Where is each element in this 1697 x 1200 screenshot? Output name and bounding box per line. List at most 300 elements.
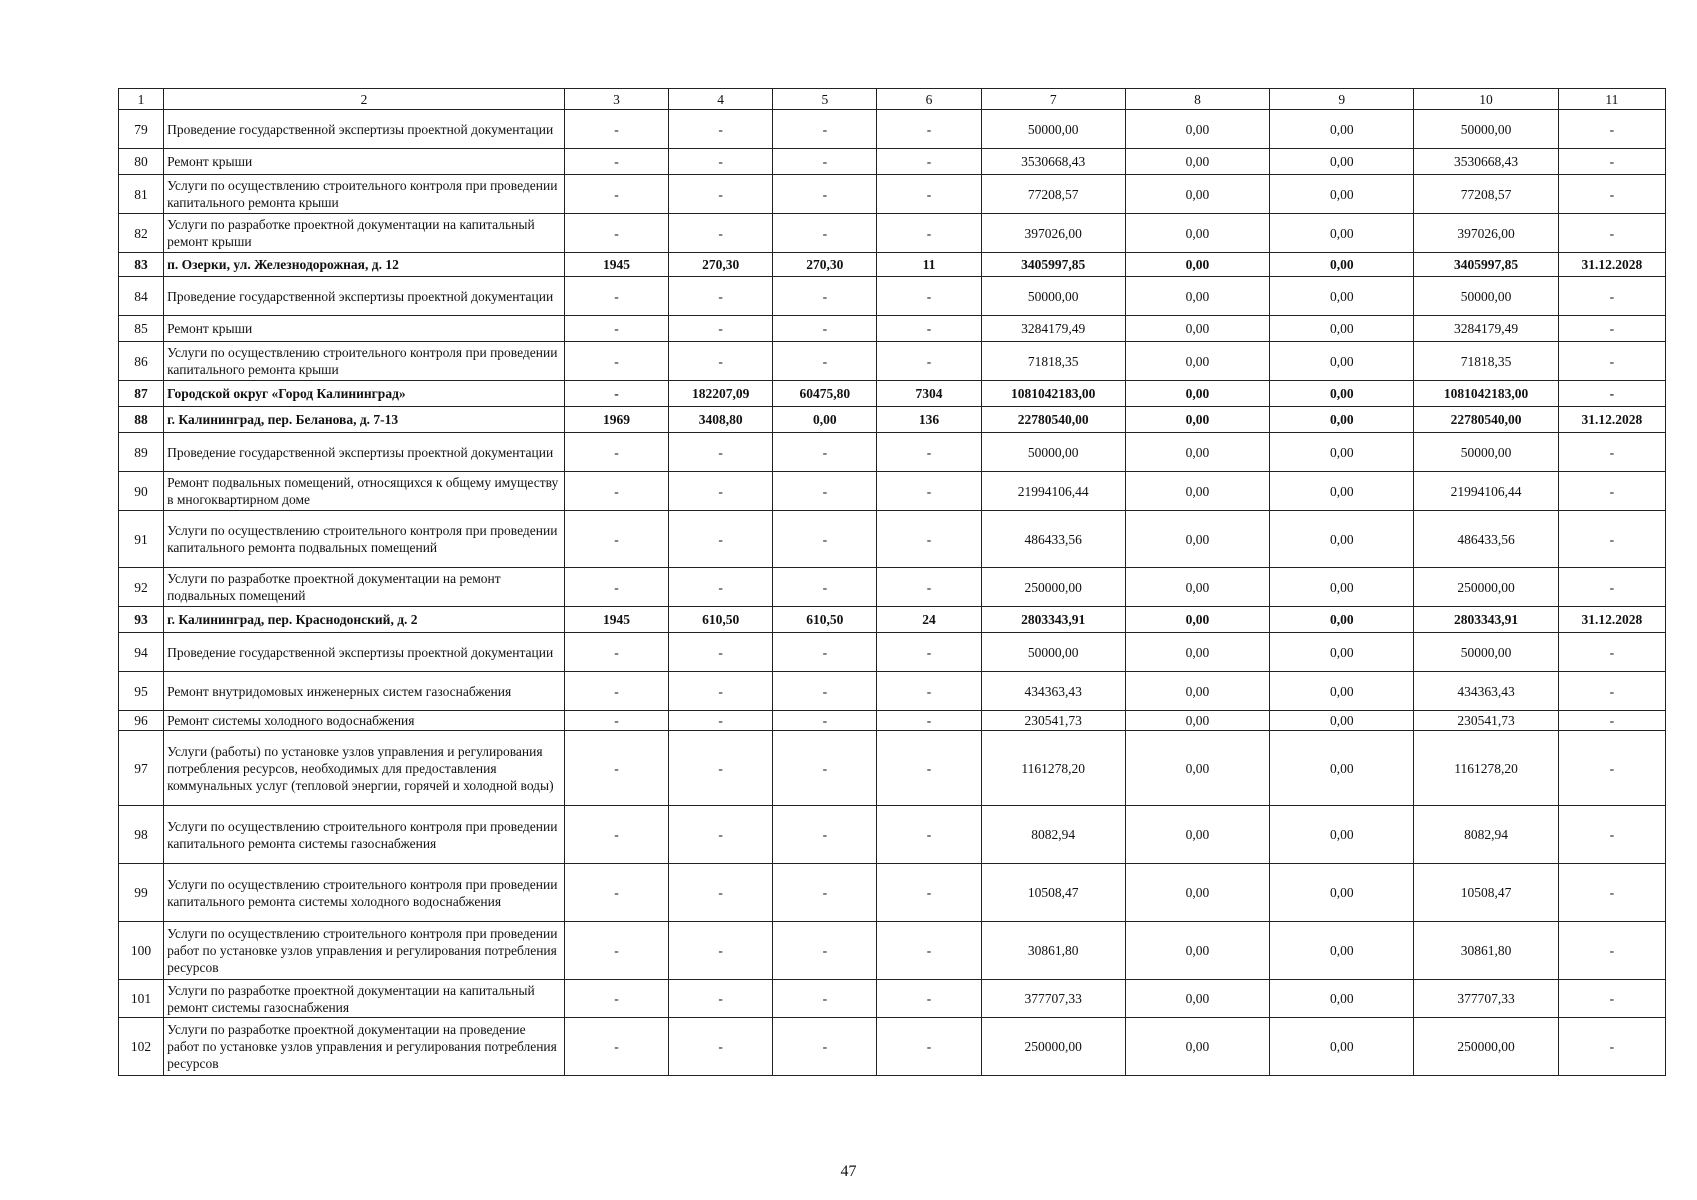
value-cell: - — [877, 806, 981, 864]
value-cell: 3408,80 — [669, 407, 773, 433]
value-cell: 77208,57 — [981, 175, 1125, 214]
description-cell: Ремонт крыши — [164, 149, 565, 175]
row-number-cell: 90 — [119, 472, 164, 511]
value-cell: - — [877, 731, 981, 806]
value-cell: 50000,00 — [1414, 433, 1558, 472]
header-cell: 4 — [669, 89, 773, 110]
value-cell: 0,00 — [1270, 277, 1414, 316]
value-cell: - — [1558, 214, 1665, 253]
value-cell: - — [669, 1018, 773, 1076]
description-cell: Услуги по разработке проектной документации на капитальный ремонт системы газоснабжения — [164, 980, 565, 1018]
value-cell: 50000,00 — [981, 633, 1125, 672]
value-cell: - — [1558, 672, 1665, 711]
value-cell: - — [564, 711, 668, 731]
table-row — [119, 472, 1666, 511]
value-cell: - — [564, 110, 668, 149]
value-cell: 31.12.2028 — [1558, 607, 1665, 633]
value-cell: - — [669, 342, 773, 381]
row-number-cell: 86 — [119, 342, 164, 381]
value-cell: 0,00 — [1125, 711, 1269, 731]
value-cell: 230541,73 — [1414, 711, 1558, 731]
value-cell: - — [1558, 633, 1665, 672]
value-cell: - — [773, 472, 877, 511]
description-cell: Услуги по осуществлению строительного контроля при проведении капитального ремонта крыши — [164, 342, 565, 381]
table-row — [119, 511, 1666, 568]
value-cell: - — [669, 731, 773, 806]
value-cell: 0,00 — [1270, 568, 1414, 607]
value-cell: - — [1558, 731, 1665, 806]
value-cell: - — [564, 149, 668, 175]
value-cell: 0,00 — [1270, 433, 1414, 472]
row-number-cell: 89 — [119, 433, 164, 472]
value-cell: - — [877, 277, 981, 316]
value-cell: 0,00 — [773, 407, 877, 433]
value-cell: 0,00 — [1270, 472, 1414, 511]
value-cell: 0,00 — [1125, 149, 1269, 175]
value-cell: - — [564, 980, 668, 1018]
description-cell: Услуги (работы) по установке узлов управления и регулирования потребления ресурсов, необходимых для предоставления коммунальных услуг (тепловой энергии, горячей и холодной воды) — [164, 731, 565, 806]
value-cell: - — [1558, 342, 1665, 381]
value-cell: - — [773, 731, 877, 806]
value-cell: 3530668,43 — [981, 149, 1125, 175]
row-number-cell: 80 — [119, 149, 164, 175]
value-cell: 7304 — [877, 381, 981, 407]
row-number-cell: 99 — [119, 864, 164, 922]
row-number-cell: 98 — [119, 806, 164, 864]
value-cell: 0,00 — [1270, 511, 1414, 568]
value-cell: - — [564, 568, 668, 607]
value-cell: - — [877, 980, 981, 1018]
value-cell: - — [669, 568, 773, 607]
value-cell: 22780540,00 — [1414, 407, 1558, 433]
value-cell: - — [669, 277, 773, 316]
description-cell: Проведение государственной экспертизы проектной документации — [164, 433, 565, 472]
description-cell: Услуги по осуществлению строительного контроля при проведении работ по установке узлов управления и регулирования потребления ресурсов — [164, 922, 565, 980]
description-cell: Проведение государственной экспертизы проектной документации — [164, 277, 565, 316]
value-cell: - — [877, 316, 981, 342]
header-cell: 1 — [119, 89, 164, 110]
value-cell: 0,00 — [1270, 342, 1414, 381]
value-cell: - — [564, 433, 668, 472]
value-cell: - — [564, 922, 668, 980]
row-number-cell: 85 — [119, 316, 164, 342]
value-cell: 0,00 — [1270, 711, 1414, 731]
value-cell: - — [773, 277, 877, 316]
table-row — [119, 110, 1666, 149]
value-cell: 0,00 — [1125, 568, 1269, 607]
table-row — [119, 214, 1666, 253]
value-cell: 2803343,91 — [1414, 607, 1558, 633]
description-cell: Услуги по осуществлению строительного контроля при проведении капитального ремонта крыши — [164, 175, 565, 214]
value-cell: 8082,94 — [1414, 806, 1558, 864]
value-cell: 0,00 — [1125, 472, 1269, 511]
description-cell: Услуги по осуществлению строительного контроля при проведении капитального ремонта системы газоснабжения — [164, 806, 565, 864]
header-cell: 5 — [773, 89, 877, 110]
value-cell: 0,00 — [1125, 433, 1269, 472]
table-row — [119, 381, 1666, 407]
value-cell: 377707,33 — [981, 980, 1125, 1018]
value-cell: - — [1558, 381, 1665, 407]
value-cell: 31.12.2028 — [1558, 407, 1665, 433]
value-cell: - — [564, 175, 668, 214]
value-cell: - — [669, 806, 773, 864]
value-cell: 60475,80 — [773, 381, 877, 407]
value-cell: 250000,00 — [1414, 1018, 1558, 1076]
value-cell: 250000,00 — [981, 568, 1125, 607]
value-cell: - — [1558, 864, 1665, 922]
value-cell: 50000,00 — [1414, 110, 1558, 149]
value-cell: 1161278,20 — [1414, 731, 1558, 806]
row-number-cell: 79 — [119, 110, 164, 149]
value-cell: 0,00 — [1270, 110, 1414, 149]
header-cell: 6 — [877, 89, 981, 110]
value-cell: - — [564, 806, 668, 864]
value-cell: - — [773, 568, 877, 607]
value-cell: 10508,47 — [1414, 864, 1558, 922]
value-cell: - — [669, 711, 773, 731]
description-cell: г. Калининград, пер. Беланова, д. 7-13 — [164, 407, 565, 433]
value-cell: - — [877, 472, 981, 511]
value-cell: 0,00 — [1125, 980, 1269, 1018]
description-cell: Услуги по осуществлению строительного контроля при проведении капитального ремонта подвальных помещений — [164, 511, 565, 568]
description-cell: Проведение государственной экспертизы проектной документации — [164, 110, 565, 149]
value-cell: 0,00 — [1270, 731, 1414, 806]
value-cell: 50000,00 — [981, 433, 1125, 472]
description-cell: Услуги по разработке проектной документации на капитальный ремонт крыши — [164, 214, 565, 253]
value-cell: 0,00 — [1270, 407, 1414, 433]
value-cell: - — [1558, 511, 1665, 568]
value-cell: 1969 — [564, 407, 668, 433]
value-cell: 0,00 — [1270, 253, 1414, 277]
row-number-cell: 82 — [119, 214, 164, 253]
value-cell: - — [1558, 711, 1665, 731]
value-cell: 0,00 — [1125, 407, 1269, 433]
value-cell: - — [877, 110, 981, 149]
value-cell: 0,00 — [1125, 381, 1269, 407]
row-number-cell: 96 — [119, 711, 164, 731]
value-cell: 0,00 — [1125, 672, 1269, 711]
value-cell: 0,00 — [1270, 1018, 1414, 1076]
value-cell: 11 — [877, 253, 981, 277]
value-cell: - — [773, 922, 877, 980]
value-cell: - — [564, 731, 668, 806]
value-cell: 71818,35 — [981, 342, 1125, 381]
row-number-cell: 88 — [119, 407, 164, 433]
description-cell: г. Калининград, пер. Краснодонский, д. 2 — [164, 607, 565, 633]
value-cell: - — [669, 110, 773, 149]
value-cell: 397026,00 — [1414, 214, 1558, 253]
value-cell: - — [1558, 922, 1665, 980]
value-cell: - — [564, 1018, 668, 1076]
value-cell: 0,00 — [1270, 806, 1414, 864]
value-cell: - — [1558, 472, 1665, 511]
value-cell: - — [877, 711, 981, 731]
value-cell: 486433,56 — [1414, 511, 1558, 568]
table-row — [119, 407, 1666, 433]
row-number-cell: 91 — [119, 511, 164, 568]
value-cell: - — [564, 472, 668, 511]
value-cell: - — [877, 672, 981, 711]
value-cell: 10508,47 — [981, 864, 1125, 922]
row-number-cell: 97 — [119, 731, 164, 806]
value-cell: 136 — [877, 407, 981, 433]
value-cell: 22780540,00 — [981, 407, 1125, 433]
value-cell: - — [1558, 806, 1665, 864]
value-cell: 0,00 — [1125, 511, 1269, 568]
header-cell: 9 — [1270, 89, 1414, 110]
table-body — [119, 89, 1666, 1076]
value-cell: 50000,00 — [1414, 277, 1558, 316]
value-cell: 1081042183,00 — [981, 381, 1125, 407]
description-cell: Проведение государственной экспертизы проектной документации — [164, 633, 565, 672]
value-cell: 0,00 — [1270, 980, 1414, 1018]
value-cell: - — [669, 633, 773, 672]
description-cell: Ремонт подвальных помещений, относящихся к общему имуществу в многоквартирном доме — [164, 472, 565, 511]
value-cell: 0,00 — [1125, 175, 1269, 214]
table-row — [119, 568, 1666, 607]
value-cell: - — [669, 511, 773, 568]
table-header-row — [119, 89, 1666, 110]
row-number-cell: 87 — [119, 381, 164, 407]
description-cell: Услуги по разработке проектной документации на ремонт подвальных помещений — [164, 568, 565, 607]
value-cell: - — [773, 511, 877, 568]
value-cell: 0,00 — [1270, 633, 1414, 672]
header-cell: 2 — [164, 89, 565, 110]
value-cell: 3284179,49 — [981, 316, 1125, 342]
table-row — [119, 1018, 1666, 1076]
value-cell: - — [773, 672, 877, 711]
value-cell: - — [1558, 175, 1665, 214]
value-cell: 0,00 — [1125, 342, 1269, 381]
value-cell: - — [877, 633, 981, 672]
table-row — [119, 980, 1666, 1018]
value-cell: - — [1558, 277, 1665, 316]
value-cell: 610,50 — [669, 607, 773, 633]
value-cell: 0,00 — [1270, 922, 1414, 980]
description-cell: Ремонт внутридомовых инженерных систем газоснабжения — [164, 672, 565, 711]
value-cell: - — [773, 433, 877, 472]
value-cell: - — [773, 806, 877, 864]
table-row — [119, 342, 1666, 381]
table-row — [119, 731, 1666, 806]
value-cell: 30861,80 — [1414, 922, 1558, 980]
table-row — [119, 175, 1666, 214]
table-row — [119, 253, 1666, 277]
table-row — [119, 607, 1666, 633]
value-cell: - — [877, 342, 981, 381]
value-cell: 250000,00 — [1414, 568, 1558, 607]
header-cell: 11 — [1558, 89, 1665, 110]
value-cell: 0,00 — [1125, 253, 1269, 277]
value-cell: 50000,00 — [1414, 633, 1558, 672]
row-number-cell: 93 — [119, 607, 164, 633]
value-cell: - — [1558, 316, 1665, 342]
value-cell: 0,00 — [1270, 864, 1414, 922]
description-cell: Городской округ «Город Калининград» — [164, 381, 565, 407]
value-cell: 0,00 — [1125, 922, 1269, 980]
value-cell: - — [564, 277, 668, 316]
value-cell: - — [773, 633, 877, 672]
table-row — [119, 672, 1666, 711]
value-cell: - — [669, 672, 773, 711]
value-cell: - — [669, 175, 773, 214]
value-cell: 0,00 — [1125, 1018, 1269, 1076]
table-row — [119, 806, 1666, 864]
value-cell: 182207,09 — [669, 381, 773, 407]
value-cell: 0,00 — [1125, 864, 1269, 922]
table-row — [119, 864, 1666, 922]
value-cell: - — [877, 568, 981, 607]
value-cell: - — [564, 864, 668, 922]
value-cell: - — [877, 214, 981, 253]
value-cell: - — [773, 149, 877, 175]
row-number-cell: 92 — [119, 568, 164, 607]
value-cell: 30861,80 — [981, 922, 1125, 980]
table-row — [119, 633, 1666, 672]
value-cell: - — [1558, 568, 1665, 607]
table-row — [119, 316, 1666, 342]
value-cell: 0,00 — [1270, 607, 1414, 633]
value-cell: - — [877, 149, 981, 175]
value-cell: 434363,43 — [981, 672, 1125, 711]
value-cell: 0,00 — [1270, 214, 1414, 253]
value-cell: - — [669, 922, 773, 980]
table-row — [119, 922, 1666, 980]
value-cell: 0,00 — [1125, 607, 1269, 633]
value-cell: - — [564, 214, 668, 253]
value-cell: - — [773, 342, 877, 381]
value-cell: 0,00 — [1125, 214, 1269, 253]
row-number-cell: 102 — [119, 1018, 164, 1076]
table-row — [119, 277, 1666, 316]
value-cell: 434363,43 — [1414, 672, 1558, 711]
value-cell: 0,00 — [1125, 277, 1269, 316]
value-cell: - — [564, 511, 668, 568]
value-cell: 1081042183,00 — [1414, 381, 1558, 407]
page-number: 47 — [840, 1163, 857, 1180]
value-cell: 31.12.2028 — [1558, 253, 1665, 277]
value-cell: - — [877, 864, 981, 922]
value-cell: 50000,00 — [981, 110, 1125, 149]
value-cell: 610,50 — [773, 607, 877, 633]
row-number-cell: 100 — [119, 922, 164, 980]
row-number-cell: 81 — [119, 175, 164, 214]
value-cell: 24 — [877, 607, 981, 633]
value-cell: 3284179,49 — [1414, 316, 1558, 342]
value-cell: 270,30 — [773, 253, 877, 277]
value-cell: 486433,56 — [981, 511, 1125, 568]
value-cell: 50000,00 — [981, 277, 1125, 316]
value-cell: - — [669, 864, 773, 922]
value-cell: 3405997,85 — [1414, 253, 1558, 277]
value-cell: - — [773, 214, 877, 253]
value-cell: 1161278,20 — [981, 731, 1125, 806]
value-cell: - — [773, 864, 877, 922]
value-cell: - — [669, 472, 773, 511]
description-cell: Услуги по разработке проектной документации на проведение работ по установке узлов управления и регулирования потребления ресурсов — [164, 1018, 565, 1076]
value-cell: 8082,94 — [981, 806, 1125, 864]
row-number-cell: 101 — [119, 980, 164, 1018]
value-cell: - — [564, 633, 668, 672]
value-cell: 77208,57 — [1414, 175, 1558, 214]
value-cell: 3530668,43 — [1414, 149, 1558, 175]
value-cell: 1945 — [564, 253, 668, 277]
value-cell: - — [564, 381, 668, 407]
value-cell: - — [669, 214, 773, 253]
value-cell: 250000,00 — [981, 1018, 1125, 1076]
description-cell: п. Озерки, ул. Железнодорожная, д. 12 — [164, 253, 565, 277]
value-cell: - — [877, 922, 981, 980]
table-row — [119, 149, 1666, 175]
value-cell: - — [1558, 110, 1665, 149]
header-cell: 8 — [1125, 89, 1269, 110]
value-cell: - — [877, 433, 981, 472]
value-cell: 21994106,44 — [1414, 472, 1558, 511]
value-cell: 0,00 — [1125, 110, 1269, 149]
value-cell: 71818,35 — [1414, 342, 1558, 381]
description-cell: Услуги по осуществлению строительного контроля при проведении капитального ремонта системы холодного водоснабжения — [164, 864, 565, 922]
value-cell: 0,00 — [1125, 316, 1269, 342]
value-cell: - — [773, 980, 877, 1018]
row-number-cell: 83 — [119, 253, 164, 277]
value-cell: - — [669, 149, 773, 175]
value-cell: - — [1558, 433, 1665, 472]
value-cell: - — [669, 316, 773, 342]
value-cell: 397026,00 — [981, 214, 1125, 253]
value-cell: - — [877, 1018, 981, 1076]
value-cell: 270,30 — [669, 253, 773, 277]
value-cell: 3405997,85 — [981, 253, 1125, 277]
description-cell: Ремонт крыши — [164, 316, 565, 342]
value-cell: 0,00 — [1270, 672, 1414, 711]
value-cell: 0,00 — [1270, 316, 1414, 342]
row-number-cell: 95 — [119, 672, 164, 711]
value-cell: - — [564, 316, 668, 342]
description-cell: Ремонт системы холодного водоснабжения — [164, 711, 565, 731]
value-cell: 0,00 — [1125, 731, 1269, 806]
value-cell: - — [1558, 149, 1665, 175]
value-cell: 2803343,91 — [981, 607, 1125, 633]
value-cell: - — [669, 980, 773, 1018]
header-cell: 10 — [1414, 89, 1558, 110]
value-cell: - — [877, 511, 981, 568]
value-cell: - — [773, 175, 877, 214]
value-cell: - — [773, 1018, 877, 1076]
row-number-cell: 94 — [119, 633, 164, 672]
value-cell: - — [564, 342, 668, 381]
value-cell: - — [669, 433, 773, 472]
table-row — [119, 433, 1666, 472]
value-cell: - — [1558, 980, 1665, 1018]
value-cell: - — [773, 316, 877, 342]
value-cell: - — [564, 672, 668, 711]
value-cell: - — [877, 175, 981, 214]
row-number-cell: 84 — [119, 277, 164, 316]
data-table — [118, 88, 1666, 1076]
value-cell: 21994106,44 — [981, 472, 1125, 511]
value-cell: 0,00 — [1270, 149, 1414, 175]
value-cell: 1945 — [564, 607, 668, 633]
header-cell: 3 — [564, 89, 668, 110]
value-cell: - — [1558, 1018, 1665, 1076]
header-cell: 7 — [981, 89, 1125, 110]
value-cell: 377707,33 — [1414, 980, 1558, 1018]
value-cell: - — [773, 110, 877, 149]
table-row — [119, 711, 1666, 731]
value-cell: 0,00 — [1125, 633, 1269, 672]
value-cell: 0,00 — [1270, 175, 1414, 214]
value-cell: 0,00 — [1270, 381, 1414, 407]
